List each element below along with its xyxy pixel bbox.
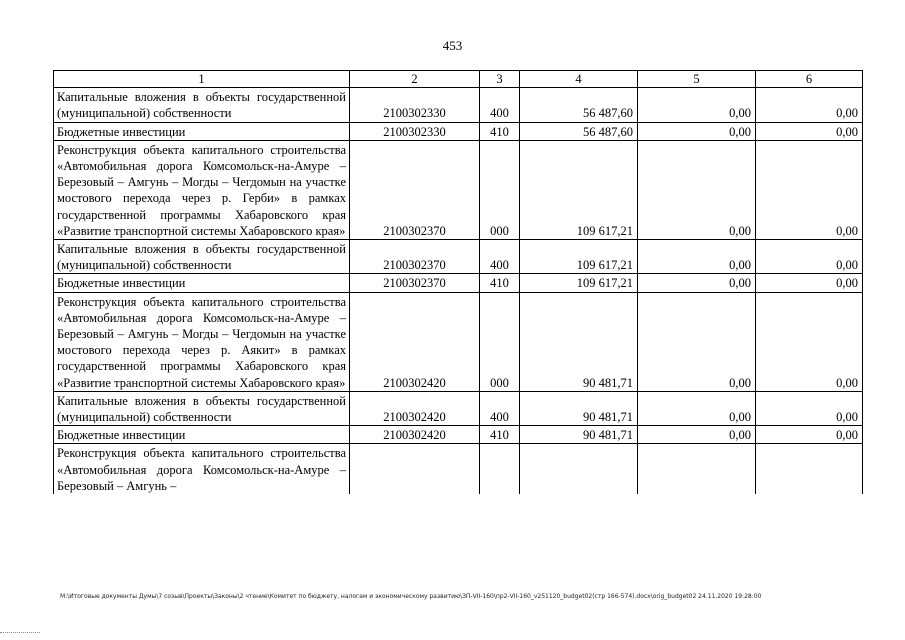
row-name: Реконструкция объекта капитального строительства «Автомобильная дорога Комсомольск-на-Амуре – Березовый – Амгунь – Могды – Чегдомын на участке мостового перехода через р. Аякит» в рамках государственной программы Хабаровского края «Развитие транспортной системы Хабаровского края»: [54, 292, 350, 391]
row-amount-4: [520, 444, 638, 494]
row-name: Реконструкция объекта капитального строительства «Автомобильная дорога Комсомольск-на-Амуре – Березовый – Амгунь – Могды – Чегдомын на участке мостового перехода через р. Герби» в рамках государственной программы Хабаровского края «Развитие транспортной системы Хабаровского края»: [54, 140, 350, 239]
row-code: 2100302420: [350, 426, 480, 444]
row-expense-type: 400: [480, 391, 520, 425]
table-row: [54, 391, 863, 425]
header-col-3: 3: [480, 71, 520, 88]
row-amount-5: 0,00: [638, 274, 756, 292]
row-amount-5: 0,00: [638, 240, 756, 274]
row-amount-6: 0,00: [756, 88, 863, 122]
table-row: [54, 240, 863, 274]
row-name: Капитальные вложения в объекты государственной (муниципальной) собственности: [54, 391, 350, 425]
row-code: 2100302370: [350, 240, 480, 274]
row-name: Реконструкция объекта капитального строительства «Автомобильная дорога Комсомольск-на-Амуре – Березовый – Амгунь –: [54, 444, 350, 494]
row-amount-4: 90 481,71: [520, 426, 638, 444]
row-expense-type: [480, 444, 520, 494]
header-col-5: 5: [638, 71, 756, 88]
row-amount-4: 90 481,71: [520, 391, 638, 425]
row-amount-6: 0,00: [756, 240, 863, 274]
row-expense-type: 000: [480, 140, 520, 239]
row-amount-6: [756, 444, 863, 494]
row-name: Капитальные вложения в объекты государственной (муниципальной) собственности: [54, 88, 350, 122]
row-amount-4: 109 617,21: [520, 274, 638, 292]
table-row: [54, 122, 863, 140]
row-expense-type: 410: [480, 274, 520, 292]
row-name: Бюджетные инвестиции: [54, 426, 350, 444]
row-amount-6: 0,00: [756, 391, 863, 425]
row-amount-6: 0,00: [756, 274, 863, 292]
row-amount-4: 109 617,21: [520, 240, 638, 274]
table-row: [54, 444, 863, 494]
page-number: 453: [442, 38, 463, 53]
header-col-2: 2: [350, 71, 480, 88]
row-code: 2100302420: [350, 292, 480, 391]
row-code: [350, 444, 480, 494]
row-code: 2100302370: [350, 274, 480, 292]
row-amount-6: 0,00: [756, 426, 863, 444]
row-amount-6: 0,00: [756, 140, 863, 239]
row-name: Бюджетные инвестиции: [54, 122, 350, 140]
row-expense-type: 000: [480, 292, 520, 391]
row-expense-type: 400: [480, 240, 520, 274]
row-expense-type: 410: [480, 122, 520, 140]
table-row: [54, 426, 863, 444]
row-code: 2100302370: [350, 140, 480, 239]
row-amount-4: 56 487,60: [520, 122, 638, 140]
row-expense-type: 410: [480, 426, 520, 444]
header-col-1: 1: [54, 71, 350, 88]
row-amount-5: 0,00: [638, 122, 756, 140]
document-file-path: M:\Итоговые документы Думы\7 созыв\Проекты\Законы\2 чтение\Комитет по бюджету, налогам и экономическому развитию\ЗП-VII-160\пр2-VII-160_v251120_budget02(стр 166-574).docx\orig_budget02 24.11.2020 19:28:00: [60, 593, 762, 600]
row-amount-5: [638, 444, 756, 494]
row-amount-6: 0,00: [756, 122, 863, 140]
row-name: Капитальные вложения в объекты государственной (муниципальной) собственности: [54, 240, 350, 274]
row-amount-4: 56 487,60: [520, 88, 638, 122]
table-row: [54, 274, 863, 292]
table-row: [54, 140, 863, 239]
header-col-6: 6: [756, 71, 863, 88]
row-amount-5: 0,00: [638, 391, 756, 425]
row-code: 2100302330: [350, 122, 480, 140]
table-row: [54, 88, 863, 122]
table-header-row: [54, 71, 863, 88]
scan-edge-mark: [0, 632, 40, 635]
row-expense-type: 400: [480, 88, 520, 122]
row-amount-6: 0,00: [756, 292, 863, 391]
row-amount-5: 0,00: [638, 140, 756, 239]
header-col-4: 4: [520, 71, 638, 88]
row-amount-4: 109 617,21: [520, 140, 638, 239]
budget-table: [53, 70, 863, 494]
row-amount-5: 0,00: [638, 88, 756, 122]
row-amount-4: 90 481,71: [520, 292, 638, 391]
row-amount-5: 0,00: [638, 426, 756, 444]
row-code: 2100302330: [350, 88, 480, 122]
row-code: 2100302420: [350, 391, 480, 425]
table-row: [54, 292, 863, 391]
row-name: Бюджетные инвестиции: [54, 274, 350, 292]
row-amount-5: 0,00: [638, 292, 756, 391]
